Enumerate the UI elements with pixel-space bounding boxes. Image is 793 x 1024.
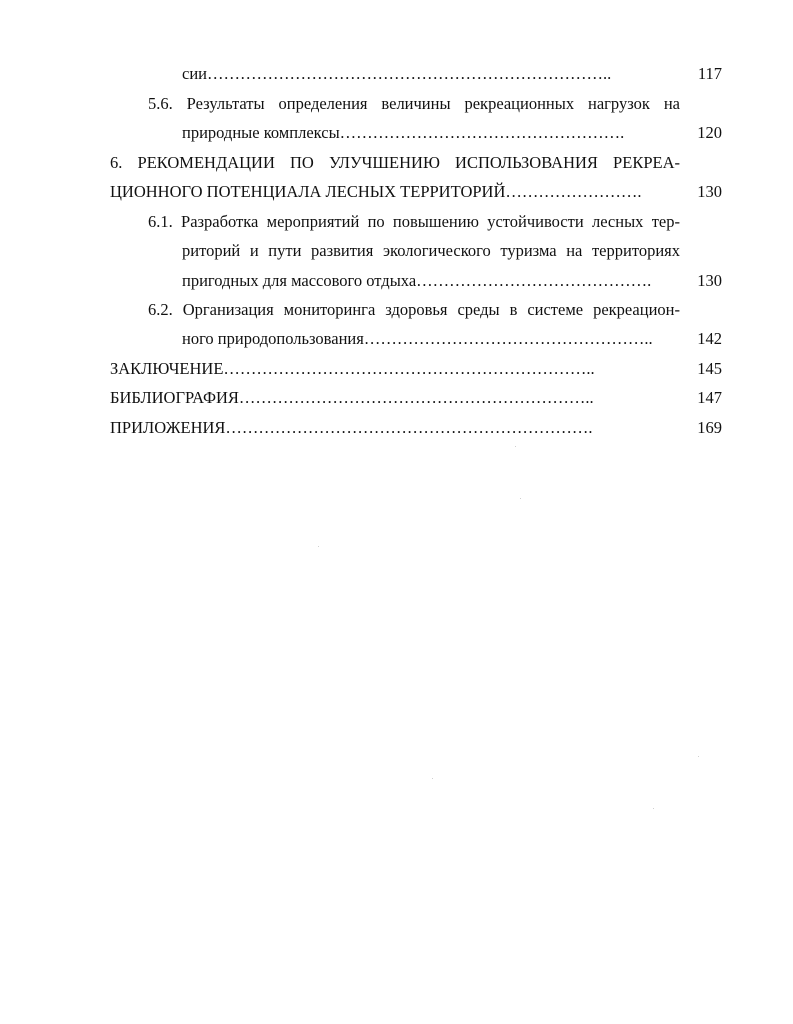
scan-speck: [432, 778, 433, 779]
toc-page-number: 142: [697, 329, 722, 348]
toc-entry-conclusion: [110, 359, 595, 379]
toc-entry-6-2-line2: [182, 329, 653, 349]
toc-entry-continuation: [182, 64, 611, 84]
toc-entry-6-1-line2: риторий и пути развития экологического туризма на территориях: [182, 241, 680, 260]
toc-entry-title: ЦИОННОГО ПОТЕНЦИАЛА ЛЕСНЫХ ТЕРРИТОРИЙ: [110, 182, 506, 201]
toc-entry-title: сии: [182, 64, 207, 83]
toc-leader-dots: …………………………………………….: [339, 123, 625, 142]
toc-entry-6-1-line3: [182, 271, 651, 291]
toc-page-number: 145: [697, 359, 722, 378]
toc-page-number: 120: [697, 123, 722, 142]
toc-entry-title: природные комплексы: [182, 123, 340, 142]
scan-speck: [318, 546, 319, 547]
toc-leader-dots: ……………………………………………..: [363, 329, 653, 348]
toc-entry-6-2-line1: 6.2. Организация мониторинга здоровья среды в системе рекреацион-: [148, 300, 680, 319]
toc-entry-title: пригодных для массового отдыха: [182, 271, 417, 290]
toc-entry-title: ного природопользования: [182, 329, 364, 348]
toc-leader-dots: …………………………………….: [416, 271, 652, 290]
toc-page-number: 169: [697, 418, 722, 437]
toc-page-number: 130: [697, 271, 722, 290]
toc-page-number: 147: [697, 388, 722, 407]
toc-entry-appendices: [110, 418, 593, 438]
toc-leader-dots: ………………………………………………………….: [225, 418, 593, 437]
toc-leader-dots: ………………………………………………………..: [238, 388, 594, 407]
scan-speck: [653, 808, 654, 809]
toc-chapter-6-line1: 6. РЕКОМЕНДАЦИИ ПО УЛУЧШЕНИЮ ИСПОЛЬЗОВАНИЯ РЕКРЕА-: [110, 153, 680, 172]
scan-speck: [520, 498, 521, 499]
toc-leader-dots: ………………………………………………………………..: [206, 64, 612, 83]
toc-page-number: 130: [697, 182, 722, 201]
scan-speck: [698, 756, 699, 757]
scan-speck: [515, 446, 516, 447]
toc-entry-6-1-line1: 6.1. Разработка мероприятий по повышению устойчивости лесных тер-: [148, 212, 680, 231]
toc-entry-title: БИБЛИОГРАФИЯ: [110, 388, 239, 407]
toc-entry-5-6-line2: [182, 123, 624, 143]
toc-page-number: 117: [697, 64, 722, 83]
toc-chapter-6-line2: [110, 182, 642, 202]
toc-entry-title: ПРИЛОЖЕНИЯ: [110, 418, 226, 437]
toc-entry-title: ЗАКЛЮЧЕНИЕ: [110, 359, 224, 378]
toc-leader-dots: …………………………………………………………..: [223, 359, 595, 378]
toc-entry-bibliography: [110, 388, 594, 408]
toc-entry-5-6-line1: 5.6. Результаты определения величины рекреационных нагрузок на: [148, 94, 680, 113]
toc-leader-dots: …………………….: [505, 182, 642, 201]
